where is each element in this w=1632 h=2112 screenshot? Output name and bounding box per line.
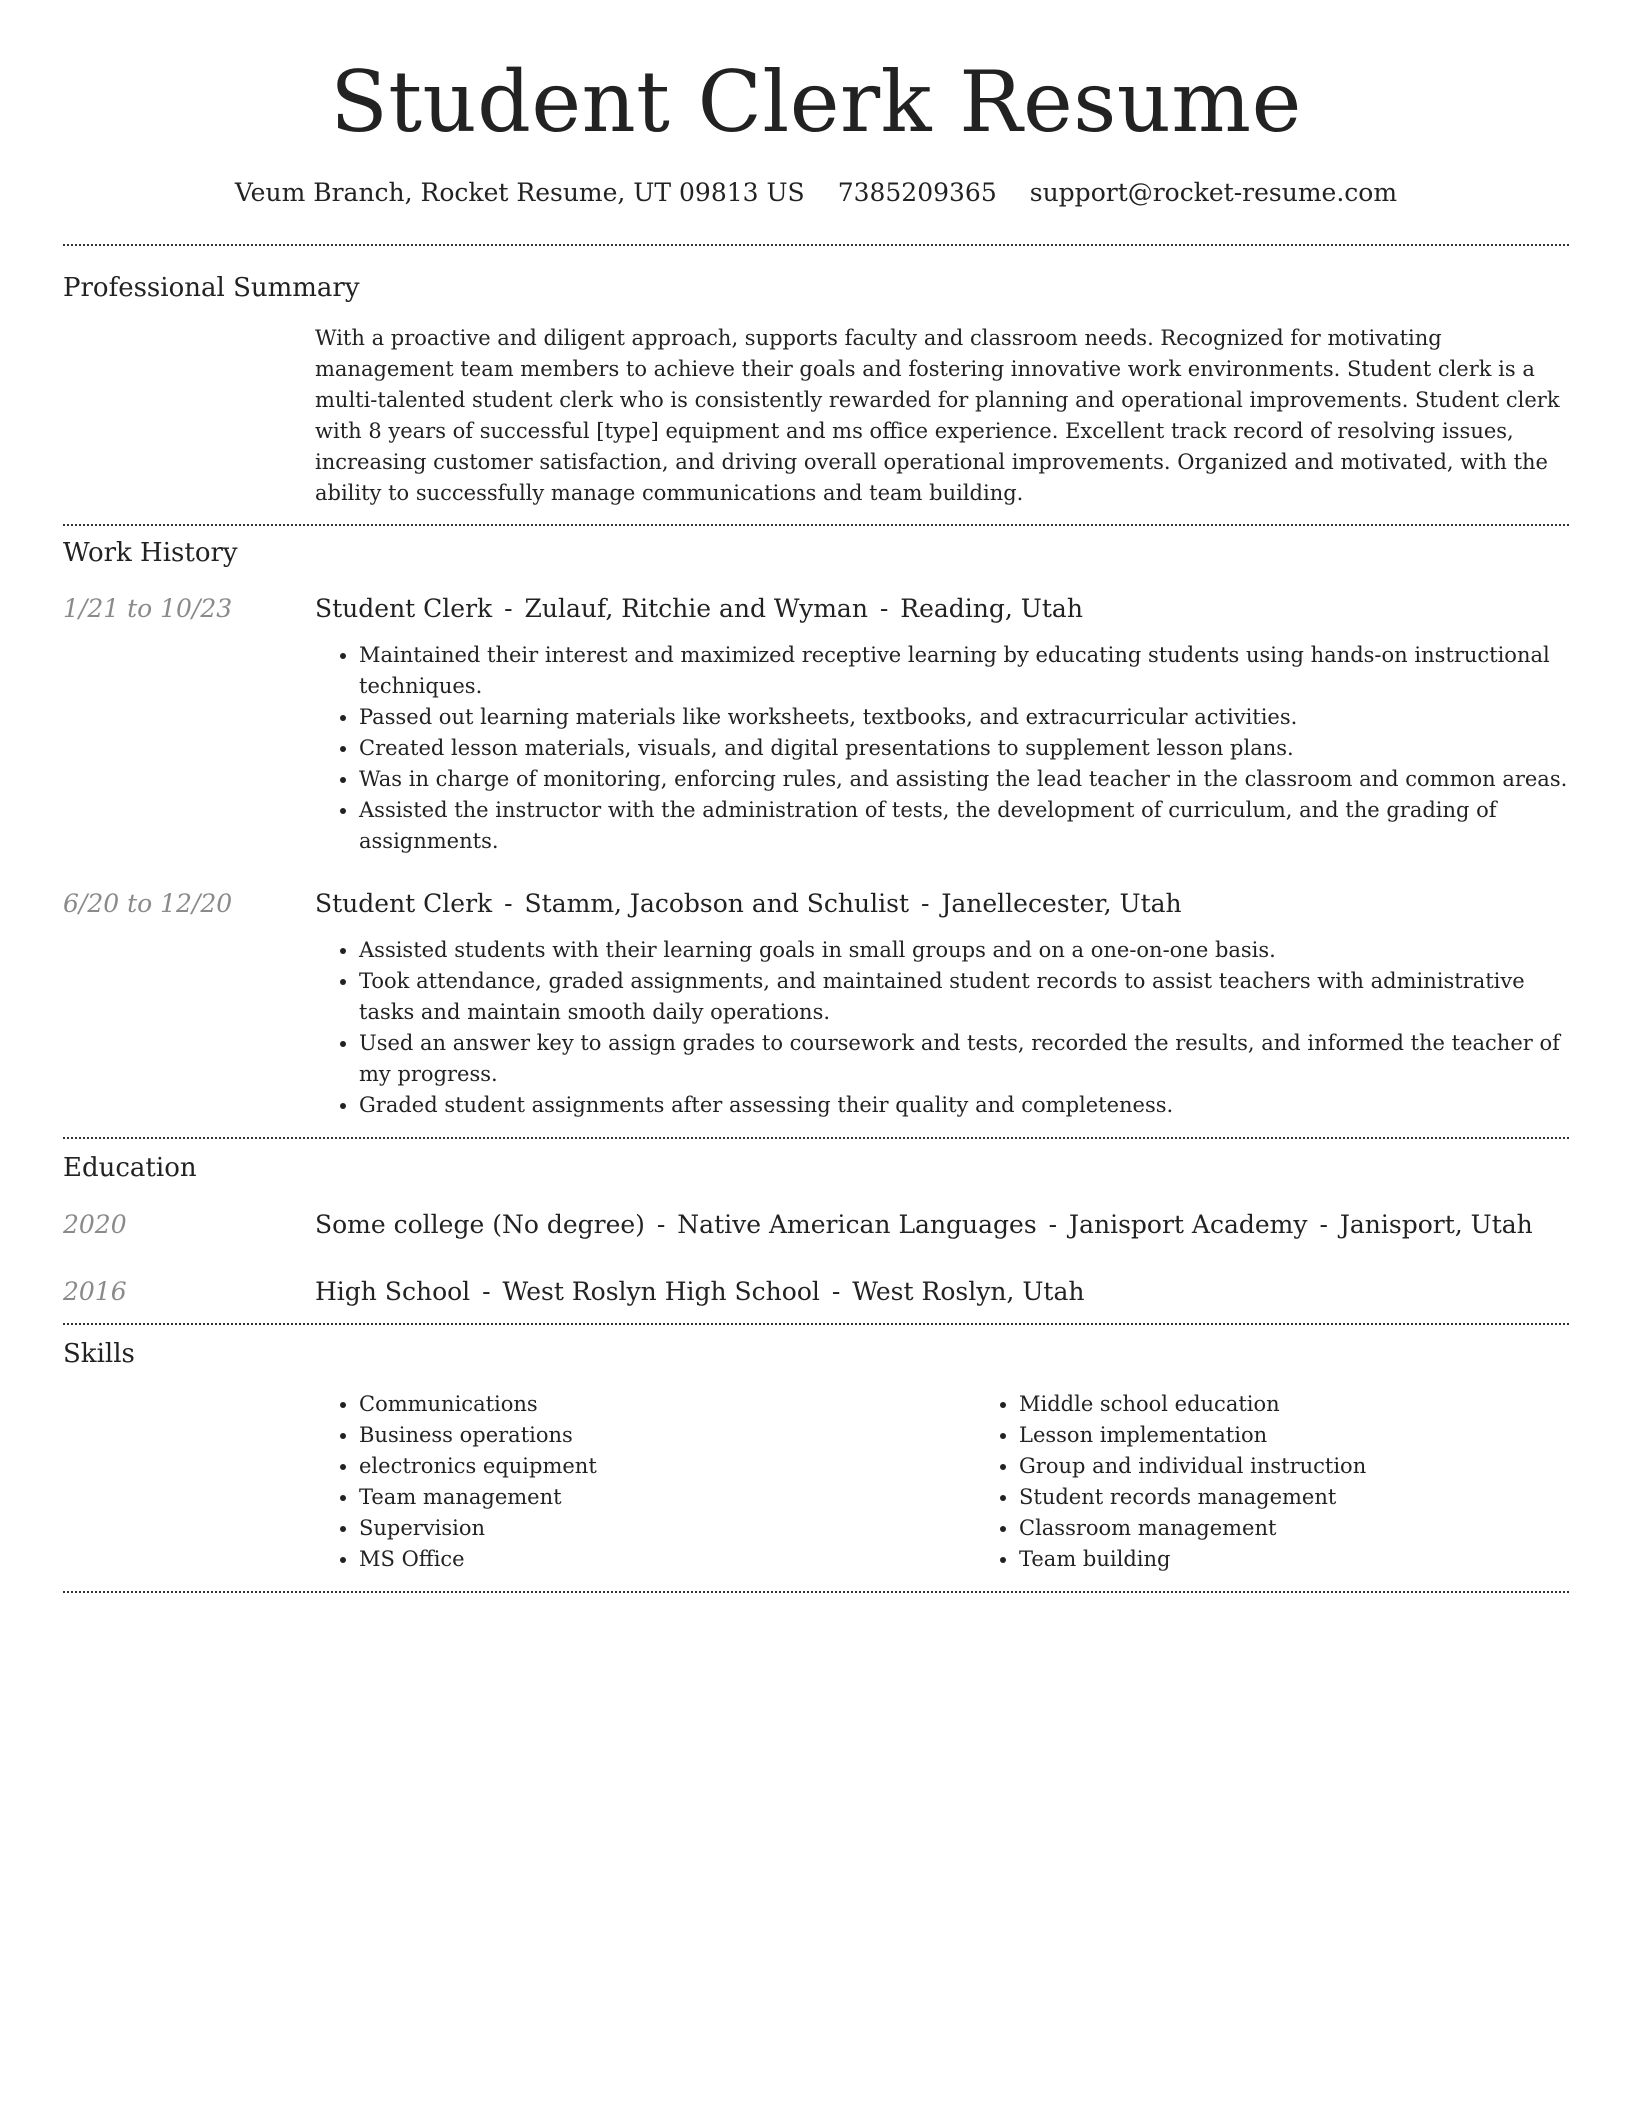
skill-item: • Middle school education xyxy=(1019,1389,1569,1420)
job-location: Janellecester, Utah xyxy=(941,889,1182,918)
section-heading-education: Education xyxy=(63,1153,197,1183)
job-bullet: • Created lesson materials, visuals, and digital presentations to supplement lesson plans. xyxy=(359,733,1569,764)
contact-info xyxy=(63,176,1569,210)
email-address: support@rocket-resume.com xyxy=(1029,178,1398,207)
job-heading xyxy=(315,887,1569,921)
education-year: 2020 xyxy=(63,1210,127,1239)
skill-item: • Communications xyxy=(359,1389,975,1420)
job-bullet: • Took attendance, graded assignments, and maintained student records to assist teachers with administrative tasks and maintain smooth daily operations. xyxy=(359,966,1569,1028)
skills-section xyxy=(63,1325,1569,1575)
separator: - xyxy=(504,889,513,918)
job-bullet: • Used an answer key to assign grades to coursework and tests, recorded the results, and informed the teacher of my progress. xyxy=(359,1028,1569,1090)
job-company: Zulauf, Ritchie and Wyman xyxy=(524,594,868,623)
separator: - xyxy=(482,1277,491,1306)
work-history-section xyxy=(63,526,1569,1121)
separator: - xyxy=(656,1210,666,1239)
skills-column xyxy=(315,1389,975,1575)
job-bullet: • Assisted students with their learning goals in small groups and on a one-on-one basis. xyxy=(359,935,1569,966)
skill-item: • Supervision xyxy=(359,1513,975,1544)
job-title: Student Clerk xyxy=(315,889,493,918)
separator: - xyxy=(920,889,930,918)
phone-number: 7385209365 xyxy=(837,178,997,207)
section-heading-summary: Professional Summary xyxy=(63,273,360,303)
education-entry xyxy=(63,1208,1569,1242)
skills-column xyxy=(975,1389,1569,1575)
separator: - xyxy=(831,1277,841,1306)
skill-item: • Business operations xyxy=(359,1420,975,1451)
job-company: Stamm, Jacobson and Schulist xyxy=(524,889,909,918)
job-title: Student Clerk xyxy=(315,594,493,623)
separator: - xyxy=(1048,1210,1058,1239)
education-section xyxy=(63,1139,1569,1309)
job-location: Reading, Utah xyxy=(900,594,1083,623)
education-school: West Roslyn High School xyxy=(502,1277,820,1306)
education-school: Janisport Academy xyxy=(1069,1210,1308,1239)
separator: - xyxy=(504,594,513,623)
skill-item: • Team management xyxy=(359,1482,975,1513)
job-bullets xyxy=(315,935,1569,1121)
section-heading-skills: Skills xyxy=(63,1339,135,1369)
education-location: Janisport, Utah xyxy=(1339,1210,1533,1239)
job-heading xyxy=(315,592,1569,626)
skills-list xyxy=(315,1389,1569,1575)
education-degree: Some college (No degree) xyxy=(315,1210,645,1239)
skill-item: • Lesson implementation xyxy=(1019,1420,1569,1451)
section-heading-work: Work History xyxy=(63,538,238,568)
job-bullet: • Graded student assignments after assessing their quality and completeness. xyxy=(359,1090,1569,1121)
education-heading xyxy=(315,1208,1569,1242)
skill-item: • MS Office xyxy=(359,1544,975,1575)
summary-text: With a proactive and diligent approach, supports faculty and classroom needs. Recognized for motivating management team members to achieve their goals and fostering innovative work environments. Student clerk is a multi-talented student clerk who is consistently rewarded for planning and operational improvements. Student clerk with 8 years of successful [type] equipment and ms office experience. Excellent track record of resolving issues, increasing customer satisfaction, and driving overall operational improvements. Organized and motivated, with the ability to successfully manage communications and team building. xyxy=(315,326,1560,505)
education-location: West Roslyn, Utah xyxy=(852,1277,1085,1306)
skill-item: • Group and individual instruction xyxy=(1019,1451,1569,1482)
address: Veum Branch, Rocket Resume, UT 09813 US xyxy=(234,178,805,207)
professional-summary-section xyxy=(63,246,1569,509)
education-heading xyxy=(315,1275,1569,1309)
job-dates: 1/21 to 10/23 xyxy=(63,594,233,623)
job-bullets xyxy=(315,640,1569,857)
skill-item: • Team building xyxy=(1019,1544,1569,1575)
education-year: 2016 xyxy=(63,1277,127,1306)
education-field: Native American Languages xyxy=(677,1210,1037,1239)
separator: - xyxy=(1319,1210,1328,1239)
education-entry xyxy=(63,1275,1569,1309)
job-dates: 6/20 to 12/20 xyxy=(63,889,233,918)
job-bullet: • Was in charge of monitoring, enforcing rules, and assisting the lead teacher in the classroom and common areas. xyxy=(359,764,1569,795)
skill-item: • Classroom management xyxy=(1019,1513,1569,1544)
skill-item: • electronics equipment xyxy=(359,1451,975,1482)
separator: - xyxy=(879,594,889,623)
job-entry xyxy=(63,592,1569,857)
education-degree: High School xyxy=(315,1277,471,1306)
skill-item: • Student records management xyxy=(1019,1482,1569,1513)
job-bullet: • Maintained their interest and maximized receptive learning by educating students using hands-on instructional techniques. xyxy=(359,640,1569,702)
divider xyxy=(63,1591,1569,1593)
resume-title: Student Clerk Resume xyxy=(330,53,1302,151)
job-entry xyxy=(63,887,1569,1121)
job-bullet: • Assisted the instructor with the administration of tests, the development of curriculum, and the grading of assignments. xyxy=(359,795,1569,857)
job-bullet: • Passed out learning materials like worksheets, textbooks, and extracurricular activities. xyxy=(359,702,1569,733)
